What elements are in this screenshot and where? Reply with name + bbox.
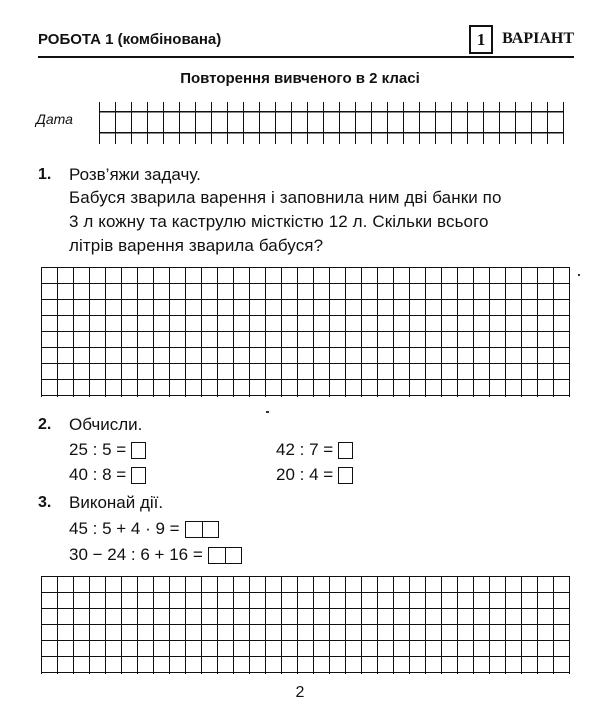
task-1-problem xyxy=(69,186,579,258)
variant-badge xyxy=(469,24,574,54)
answer-box[interactable] xyxy=(131,442,146,459)
page-number: 2 xyxy=(295,684,305,701)
expression-42-div-7: 42 : 7 = xyxy=(276,439,353,461)
print-speck xyxy=(578,274,580,276)
answer-box[interactable] xyxy=(338,467,353,484)
answer-box[interactable] xyxy=(338,442,353,459)
print-speck xyxy=(266,411,269,413)
expression-3-2: 30 − 24 : 6 + 16 = xyxy=(69,544,242,566)
task-2-number: 2. xyxy=(38,416,52,433)
expression-40-div-8: 40 : 8 = xyxy=(69,464,146,486)
expression-20-div-4: 20 : 4 = xyxy=(276,464,353,486)
date-grid[interactable] xyxy=(99,102,564,144)
variant-number: 1 xyxy=(469,25,493,54)
problem-line: 3 л кожну та каструлю місткістю 12 л. Скільки всього xyxy=(69,212,489,231)
work-title: РОБОТА 1 (комбінована) xyxy=(38,31,222,48)
task-1-heading: Розв’яжи задачу. xyxy=(69,165,201,184)
problem-line: літрів варення зварила бабуся? xyxy=(69,236,324,255)
expression-3-1: 45 : 5 + 4 · 9 = xyxy=(69,518,219,540)
task-3-number: 3. xyxy=(38,494,52,511)
date-label: Дата xyxy=(36,111,73,127)
variant-label: ВАРІАНТ xyxy=(502,30,574,47)
task-3-heading: Виконай дії. xyxy=(69,493,164,512)
two-digit-answer-box[interactable] xyxy=(185,521,219,538)
task-1-number: 1. xyxy=(38,166,52,183)
expression-25-div-5: 25 : 5 = xyxy=(69,439,146,461)
task-1-answer-grid[interactable] xyxy=(41,267,570,397)
topic-subtitle: Повторення вивченого в 2 класі xyxy=(180,70,420,87)
two-digit-answer-box[interactable] xyxy=(208,547,242,564)
task-2-heading: Обчисли. xyxy=(69,415,143,434)
task-3-answer-grid[interactable] xyxy=(41,576,570,674)
problem-line: Бабуся зварила варення і заповнила ним дві банки по xyxy=(69,188,502,207)
answer-box[interactable] xyxy=(131,467,146,484)
page-header xyxy=(38,22,574,58)
